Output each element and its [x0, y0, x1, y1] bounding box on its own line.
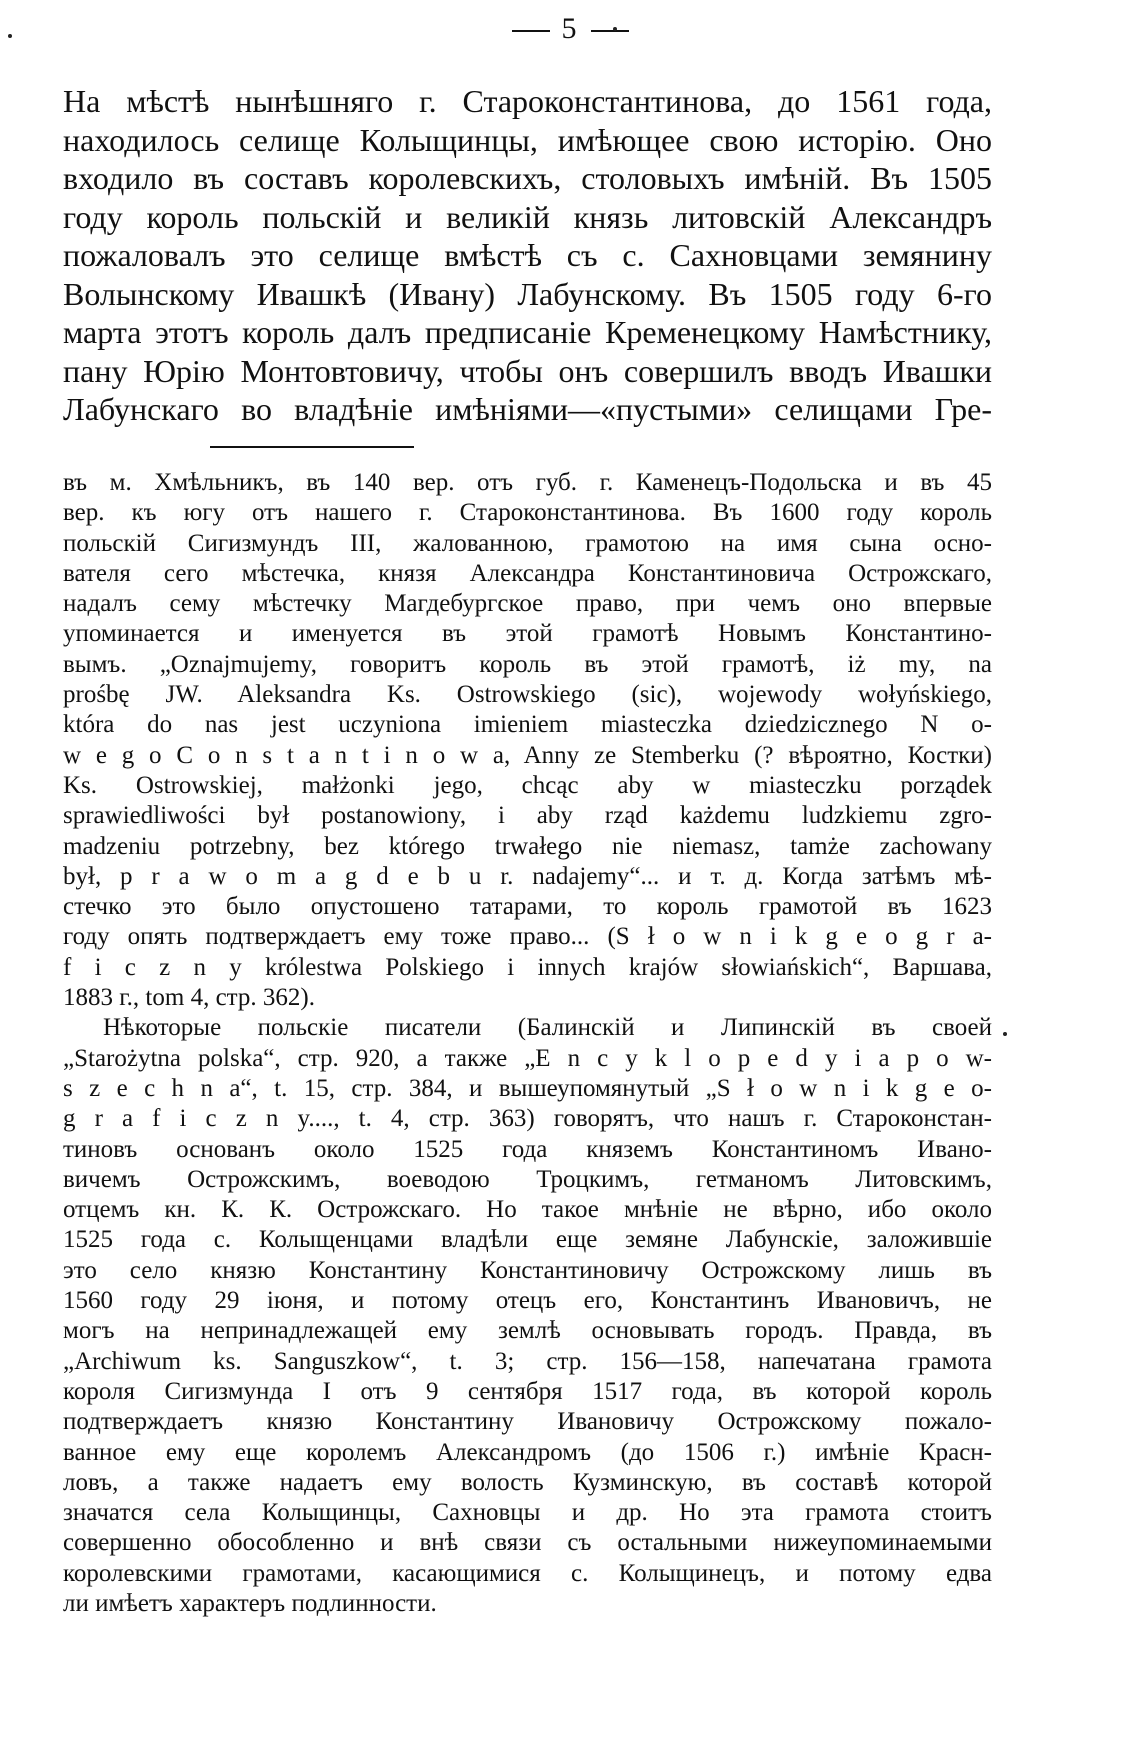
main-paragraph: [63, 82, 992, 429]
footnote-line: był, p r a w o m a g d e b u r. nadajemy“... и т. д. Когда затѣмъ мѣ-: [63, 862, 992, 890]
main-line: Лабунскаго во владѣніе имѣніями—«пустыми» селищами Гре-: [63, 391, 992, 427]
footnote: [63, 468, 992, 1619]
footnote-line: это село князю Константину Константиновичу Острожскому лишь въ: [63, 1256, 992, 1284]
footnote-line: значатся села Колыщинцы, Сахновцы и др. Но эта грамота стоитъ: [63, 1499, 992, 1527]
main-line: пану Юрію Монтовтовичу, чтобы онъ совершилъ вводъ Ивашки: [63, 352, 992, 389]
footnote-line: отцемъ кн. К. К. Острожскаго. Но такое мнѣніе не вѣрно, ибо около: [63, 1196, 992, 1224]
print-speck: [8, 34, 12, 38]
footnote-line: s z e c h n a“, t. 15, стр. 384, и вышеупомянутый „S ł o w n i k g e o-: [63, 1074, 992, 1102]
footnote-line: sprawiedliwości był postanowiony, i aby rząd każdemu ludzkiemu zgro-: [63, 802, 992, 830]
footnote-line: году опять подтверждаетъ ему тоже право... (S ł o w n i k g e o g r a-: [63, 923, 992, 951]
print-speck: [1003, 1032, 1007, 1036]
footnote-line: ванное ему еще королемъ Александромъ (до 1506 г.) имѣніе Красн-: [63, 1438, 992, 1466]
main-line: Волынскому Ивашкѣ (Ивану) Лабунскому. Въ 1505 году 6-го: [63, 275, 992, 312]
footnote-line: вымъ. „Oznajmujemy, говоритъ король въ этой грамотѣ, iż my, na: [63, 650, 992, 678]
footnote-line: королевскими грамотами, касающимися с. Колыщинецъ, и потому едва: [63, 1559, 992, 1587]
footnote-line: Ks. Ostrowskiej, małżonki jego, chcąc aby w miasteczku porządek: [63, 771, 992, 799]
footnote-line: упоминается и именуется въ этой грамотѣ Новымъ Константино-: [63, 620, 992, 648]
footnote-line: короля Сигизмунда I отъ 9 сентября 1517 года, въ которой король: [63, 1377, 992, 1405]
footnote-line: совершенно обособленно и внѣ связи съ остальными нижеупоминаемыми: [63, 1529, 992, 1557]
footnote-line: „Archiwum ks. Sanguszkow“, t. 3; стр. 156—158, напечатана грамота: [63, 1347, 992, 1375]
main-line: На мѣстѣ нынѣшняго г. Староконстантинова, до 1561 года,: [63, 83, 992, 119]
footnote-line: w e g o C o n s t a n t i n o w a, Anny ze Stemberku (? вѣроятно, Костки): [63, 741, 992, 769]
main-line: входило въ составъ королевскихъ, столовыхъ имѣній. Въ 1505: [63, 160, 992, 196]
footnote-line: 1525 года с. Колыщенцами владѣли еще земяне Лабунскіе, заложившіе: [63, 1226, 992, 1254]
footnote-line: ловъ, а также надаетъ ему волость Кузминскую, въ составѣ которой: [63, 1468, 992, 1496]
main-line: марта этотъ король далъ предписаніе Кременецкому Намѣстнику,: [63, 314, 992, 350]
footnote-line: 1560 году 29 іюня, и потому отецъ его, Константинъ Ивановичъ, не: [63, 1287, 992, 1315]
footnote-line: 1883 г., tom 4, стр. 362).: [63, 984, 315, 1012]
main-line: пожаловалъ это селище вмѣстѣ съ с. Сахновцами земянину: [63, 237, 992, 273]
footnote-line: Нѣкоторые польскіе писатели (Балинскій и Липинскій въ своей: [103, 1014, 992, 1042]
footnote-line: f i c z n y królestwa Polskiego i innych krajów słowiańskich“, Варшава,: [63, 953, 992, 981]
print-speck: [613, 27, 617, 31]
footnote-line: тиновъ основанъ около 1525 года княземъ Константиномъ Ивано-: [63, 1135, 992, 1163]
footnote-line: стечко это было опустошено татарами, то король грамотой въ 1623: [63, 893, 992, 921]
footnote-line: вателя сего мѣстечка, князя Александра Константиновича Острожскаго,: [63, 559, 992, 587]
footnote-line: подтверждаетъ князю Константину Ивановичу Острожскому пожало-: [63, 1408, 992, 1436]
page-number-header: [0, 12, 1140, 46]
footnote-line: która do nas jest uczyniona imieniem miasteczka dziedzicznego N o-: [63, 711, 992, 739]
footnote-line: могъ на непринадлежащей ему землѣ основывать городъ. Правда, въ: [63, 1317, 992, 1345]
footnote-line: надалъ сему мѣстечку Магдебургское право, при чемъ оно впервые: [63, 590, 992, 618]
footnote-line: въ м. Хмѣльникъ, въ 140 вер. отъ губ. г. Каменецъ-Подольска и въ 45: [63, 469, 992, 496]
main-line: находилось селище Колыщинцы, имѣющее свою исторію. Оно: [63, 121, 992, 158]
page-number: 5: [561, 12, 579, 45]
footnote-line: вичемъ Острожскимъ, воеводою Троцкимъ, гетманомъ Литовскимъ,: [63, 1165, 992, 1193]
footnote-line: prośbę JW. Aleksandra Ks. Ostrowskiego (sic), wojewody wołyńskiego,: [63, 681, 992, 709]
footnote-line: ли имѣетъ характеръ подлинности.: [63, 1589, 437, 1617]
footnote-line: „Starożytna polska“, стр. 920, а также „E n c y k l o p e d y i a p o w-: [63, 1044, 992, 1072]
main-line: году король польскій и великій князь литовскій Александръ: [63, 198, 992, 235]
footnote-line: madzeniu potrzebny, bez którego trwałego nie niemasz, tamże zachowany: [63, 832, 992, 860]
footnote-separator: [210, 446, 414, 448]
left-dash: [512, 30, 550, 32]
footnote-line: польскій Сигизмундъ III, жалованною, грамотою на имя сына осно-: [63, 529, 992, 557]
footnote-line: вер. къ югу отъ нашего г. Староконстантинова. Въ 1600 году король: [63, 499, 992, 527]
footnote-line: g r a f i c z n y...., t. 4, стр. 363) говорятъ, что нашъ г. Староконстан-: [63, 1105, 992, 1133]
right-dash: [591, 30, 629, 32]
